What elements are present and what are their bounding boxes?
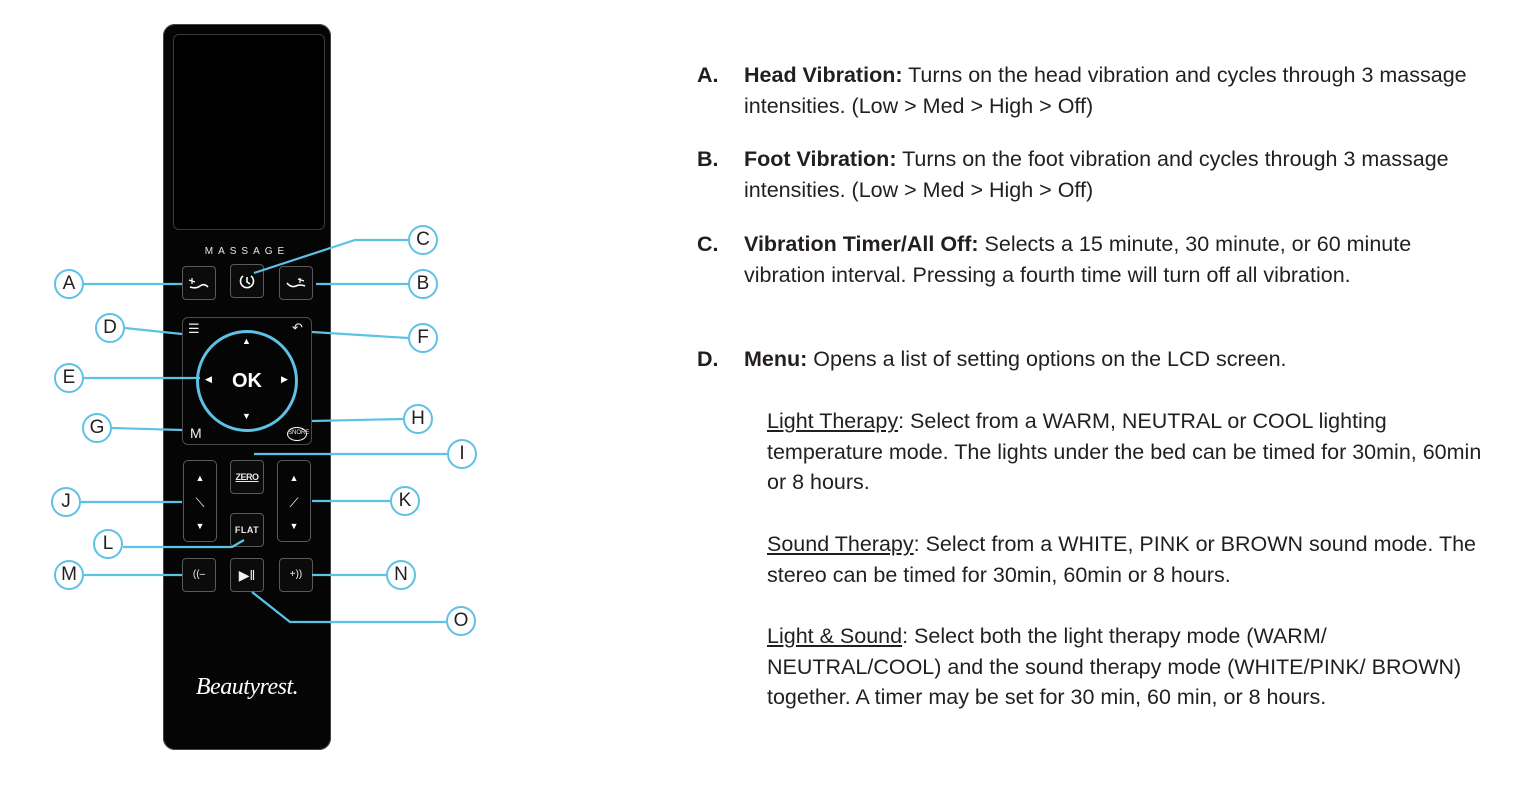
leader-h — [312, 419, 403, 421]
legend-text: Turns on the head vibration and cycles through 3 massage intensities. (Low > Med > High > Off) — [744, 63, 1467, 118]
callout-g: G — [82, 413, 112, 443]
callout-c: C — [408, 225, 438, 255]
callout-j: J — [51, 487, 81, 517]
head-up-icon[interactable]: ▲ — [195, 473, 205, 483]
head-position-icon: ⟍ — [195, 495, 205, 510]
menu-option-name: Light & Sound — [767, 624, 903, 648]
legend-letter: B. — [697, 147, 719, 171]
callout-o: O — [446, 606, 476, 636]
legend-body — [744, 344, 1489, 375]
callout-a: A — [54, 269, 84, 299]
menu-option-text: : Select from a WHITE, PINK or BROWN sound mode. The stereo can be timed for 30min, 60min or 8 hours. — [767, 532, 1476, 587]
menu-option-light-and-sound — [767, 621, 1492, 713]
ok-button[interactable]: OK — [232, 369, 262, 392]
menu-list-icon[interactable]: ☰ — [188, 321, 200, 336]
legend-title: Foot Vibration: — [744, 147, 897, 171]
menu-option-sound-therapy — [767, 529, 1492, 590]
legend-letter: A. — [697, 63, 719, 87]
callout-k: K — [390, 486, 420, 516]
menu-option-name: Sound Therapy — [767, 532, 914, 556]
memory-button[interactable]: M — [190, 425, 202, 441]
up-arrow-icon[interactable]: ▲ — [242, 336, 251, 346]
callout-e: E — [54, 363, 84, 393]
callout-l: L — [93, 529, 123, 559]
left-arrow-icon[interactable]: ◀ — [205, 374, 212, 384]
down-arrow-icon[interactable]: ▼ — [242, 411, 251, 421]
legend-body — [744, 144, 1489, 205]
callout-m: M — [54, 560, 84, 590]
massage-label: MASSAGE — [204, 246, 290, 257]
foot-down-icon[interactable]: ▼ — [289, 521, 299, 531]
menu-option-text: : Select from a WARM, NEUTRAL or COOL lighting temperature mode. The lights under the bed can be timed for 30min, 60min or 8 hours. — [767, 409, 1482, 494]
leader-o — [252, 592, 446, 622]
foot-up-icon[interactable]: ▲ — [289, 473, 299, 483]
legend-body — [744, 60, 1489, 121]
head-down-icon[interactable]: ▼ — [195, 521, 205, 531]
legend-title: Head Vibration: — [744, 63, 903, 87]
callout-n: N — [386, 560, 416, 590]
zero-g-button[interactable]: ZERO — [230, 460, 264, 494]
legend-text: Opens a list of setting options on the LCD screen. — [807, 347, 1287, 371]
right-arrow-icon[interactable]: ▶ — [281, 374, 288, 384]
menu-option-name: Light Therapy — [767, 409, 899, 433]
legend-text: Selects a 15 minute, 30 minute, or 60 minute vibration interval. Pressing a fourth time will turn off all vibration. — [744, 232, 1412, 287]
legend-text: Turns on the foot vibration and cycles through 3 massage intensities. (Low > Med > High > Off) — [744, 147, 1449, 202]
menu-option-text: : Select both the light therapy mode (WARM/ NEUTRAL/COOL) and the sound therapy mode (WHITE/PINK/ BROWN) together. A timer may be set for 30 min, 60 min, or 8 hours. — [767, 624, 1462, 709]
volume-up-icon: +)) — [289, 569, 303, 580]
legend-letter: C. — [697, 232, 719, 256]
legend-title: Menu: — [744, 347, 808, 371]
back-arrow-icon[interactable]: ↶ — [292, 320, 303, 335]
leader-g — [112, 428, 182, 430]
callout-f: F — [408, 323, 438, 353]
callout-i: I — [447, 439, 477, 469]
snore-button[interactable]: SNORE — [287, 427, 307, 441]
callout-d: D — [95, 313, 125, 343]
legend-body — [744, 229, 1489, 290]
callout-h: H — [403, 404, 433, 434]
flat-button[interactable]: FLAT — [230, 513, 264, 547]
play-pause-icon: ▶ǁ — [238, 567, 256, 583]
legend-title: Vibration Timer/All Off: — [744, 232, 979, 256]
foot-position-icon: ⟋ — [289, 495, 299, 510]
leader-c — [254, 240, 408, 273]
leader-f — [312, 332, 408, 338]
volume-down-icon: ((– — [192, 569, 206, 580]
menu-option-light-therapy — [767, 406, 1492, 498]
callout-b: B — [408, 269, 438, 299]
legend-letter: D. — [697, 347, 719, 371]
brand-logo: Beautyrest. — [195, 674, 299, 700]
callout-leader-lines — [0, 0, 500, 788]
leader-l — [123, 540, 244, 547]
leader-d — [125, 328, 182, 334]
